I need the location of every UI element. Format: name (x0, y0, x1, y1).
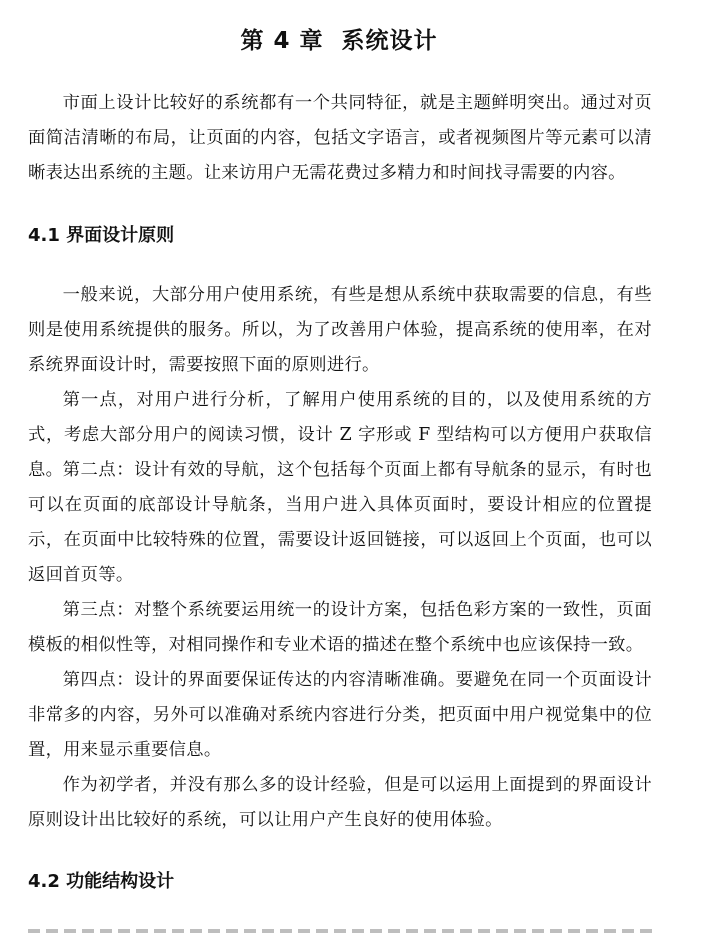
truncated-line (28, 929, 652, 933)
cut-off-text-line (28, 920, 652, 935)
section-4-1-paragraph-5: 第四点：设计的界面要保证传达的内容清晰准确。要避免在同一个页面设计非常多的内容，另外可以准确对系统内容进行分类，把页面中用户视觉集中的位置，用来显示重要信息。 (28, 670, 652, 760)
section-4-1-paragraph-3: 第二点：设计有效的导航，这个包括每个页面上都有导航条的显示，有时也可以在页面的底部设计导航条，当用户进入具体页面时，要设计相应的位置提示，在页面中比较特殊的位置，需要设计返回链接，可以返回上个页面，也可以返回首页等。 (28, 460, 652, 585)
section-4-1-paragraph-1: 一般来说，大部分用户使用系统，有些是想从系统中获取需要的信息，有些则是使用系统提供的服务。所以，为了改善用户体验，提高系统的使用率，在对系统界面设计时，需要按照下面的原则进行。 (28, 285, 652, 375)
section-4-1-paragraph-4: 第三点：对整个系统要运用统一的设计方案，包括色彩方案的一致性，页面模板的相似性等，对相同操作和专业术语的描述在整个系统中也应该保持一致。 (28, 600, 652, 655)
intro-paragraph: 市面上设计比较好的系统都有一个共同特征，就是主题鲜明突出。通过对页面简洁清晰的布局，让页面的内容，包括文字语言，或者视频图片等元素可以清晰表达出系统的主题。让来访用户无需花费过多精力和时间找寻需要的内容。 (28, 93, 652, 183)
section-4-1-paragraph-2: 第一点，对用户进行分析，了解用户使用系统的目的，以及使用系统的方式，考虑大部分用户的阅读习惯，设计 Z 字形或 F 型结构可以方便用户获取信息。 (28, 390, 652, 480)
section-heading-4-1: 4.1 界面设计原则 (28, 225, 175, 246)
chapter-title: 第 4 章 系统设计 (240, 28, 438, 54)
section-heading-4-2: 4.2 功能结构设计 (28, 871, 175, 892)
section-4-1-paragraph-6: 作为初学者，并没有那么多的设计经验，但是可以运用上面提到的界面设计原则设计出比较好的系统，可以让用户产生良好的使用体验。 (28, 775, 652, 830)
